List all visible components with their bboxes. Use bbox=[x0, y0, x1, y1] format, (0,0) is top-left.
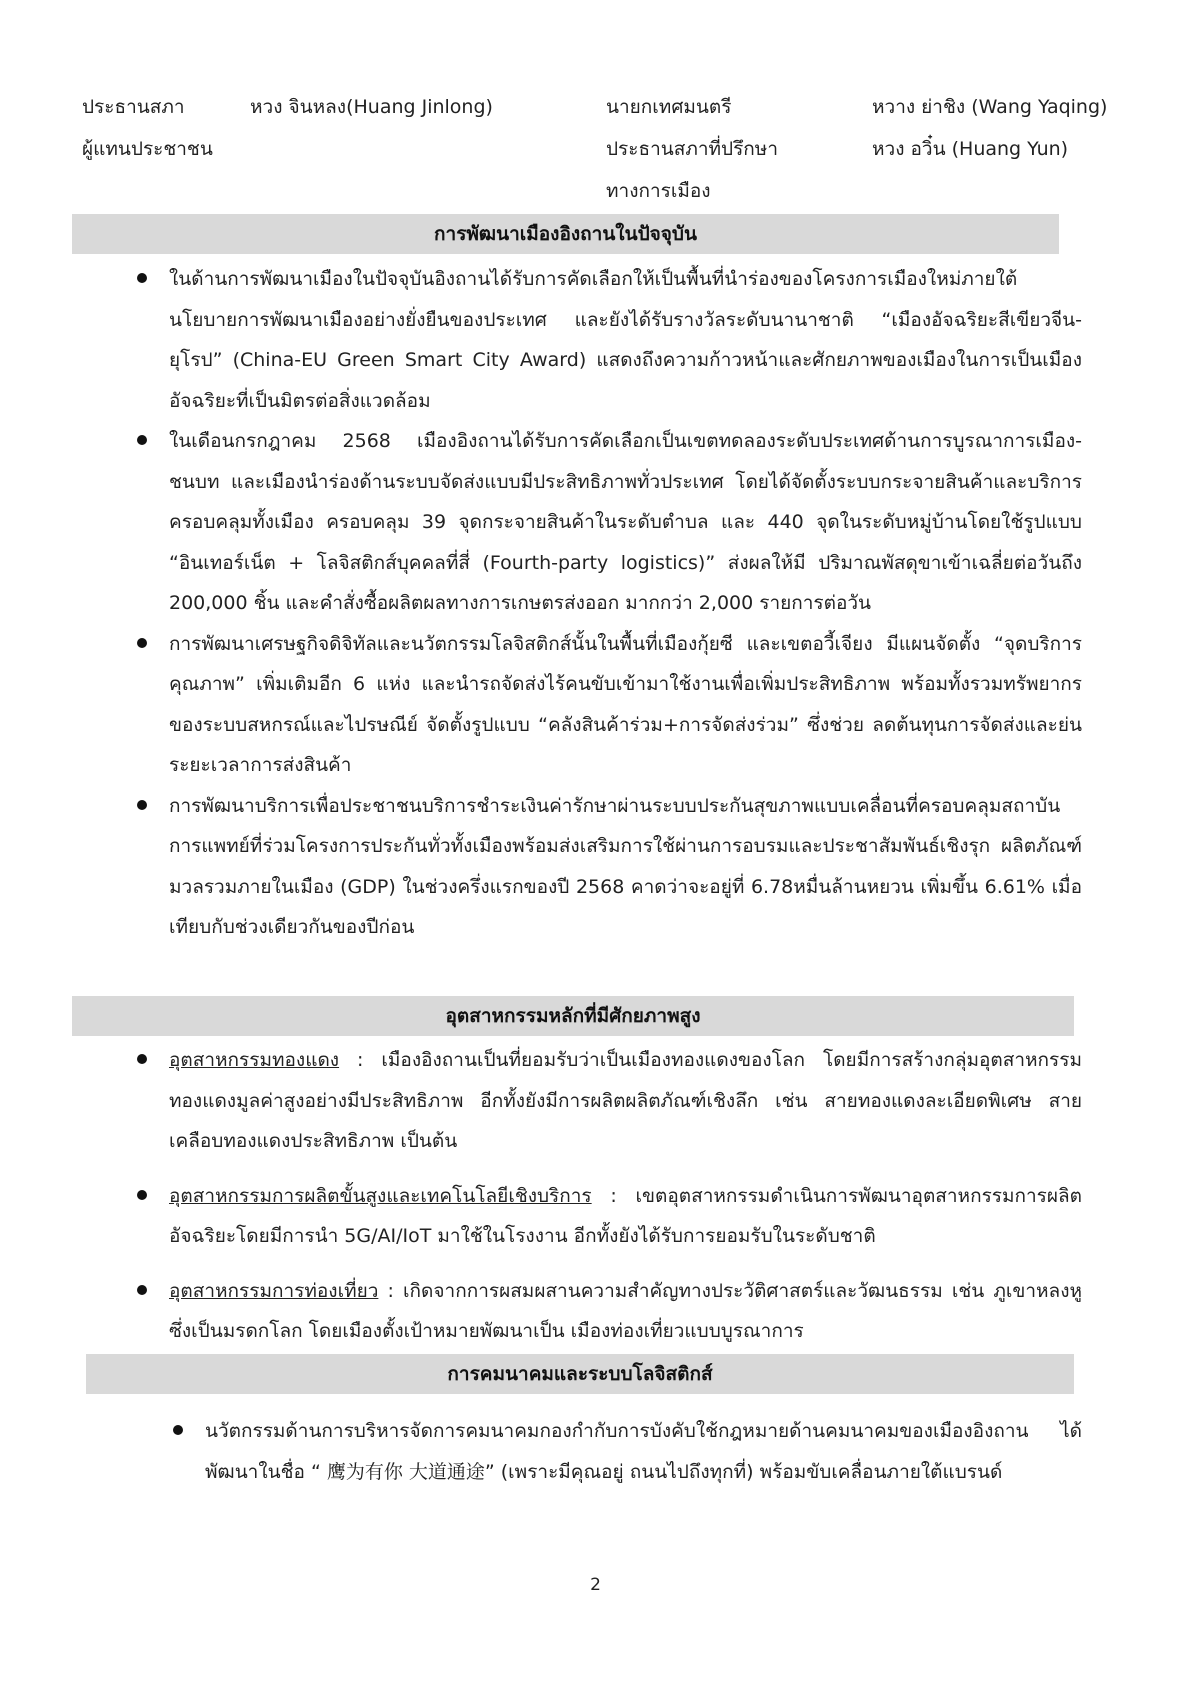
transport-logistics-list bbox=[168, 1411, 1082, 1492]
header-right-label-1: นายกเทศมนตรี bbox=[606, 96, 732, 118]
header-right-label-2: ประธานสภาที่ปรึกษา bbox=[606, 138, 779, 160]
header-left-value: หวง จินหลง(Huang Jinlong) bbox=[250, 96, 493, 118]
list-item-text: การพัฒนาบริการเพื่อประชาชนบริการชำระเงินค่ารักษาผ่านระบบประกันสุขภาพแบบเคลื่อนที่ครอบคลุมสถาบันการแพทย์ที่ร่วมโครงการประกันทั่วทั้งเมืองพร้อมส่งเสริมการใช้ผ่านการอบรมและประชาสัมพันธ์เชิงรุก ผลิตภัณฑ์มวลรวมภายในเมือง (GDP) ในช่วงครึ่งแรกของปี 2568 คาดว่าจะอยู่ที่ 6.78หมื่นล้านหยวน เพิ่มขึ้น 6.61% เมื่อเทียบกับช่วงเดียวกันของปีก่อน bbox=[169, 794, 1082, 938]
list-item-text: ในเดือนกรกฎาคม 2568 เมืองอิงถานได้รับการคัดเลือกเป็นเขตทดลองระดับประเทศด้านการบูรณาการเมือง-ชนบท และเมืองนำร่องด้านระบบจัดส่งแบบมีประสิทธิภาพทั่วประเทศ โดยได้จัดตั้งระบบกระจายสินค้าและบริการครอบคลุมทั้งเมือง ครอบคลุม 39 จุดกระจายสินค้าในระดับตำบล และ 440 จุดในระดับหมู่บ้านโดยใช้รูปแบบ “อินเทอร์เน็ต + โลจิสติกส์บุคคลที่สี่ (Fourth-party logistics)” ส่งผลให้มี ปริมาณพัสดุขาเข้าเฉลี่ยต่อวันถึง 200,000 ชิ้น และคำสั่งซื้อผลิตผลทางการเกษตรส่งออก มากกว่า 2,000 รายการต่อวัน bbox=[169, 430, 1082, 614]
list-item bbox=[132, 421, 1082, 624]
list-item bbox=[168, 1411, 1082, 1492]
list-item-text: : เกิดจากการผสมผสานความสำคัญทางประวัติศาสตร์และวัฒนธรรม เช่น ภูเขาหลงหู ซึ่งเป็นมรดกโลก โดยเมืองตั้งเป้าหมายพัฒนาเป็น เมืองท่องเที่ยวแบบบูรณาการ bbox=[169, 1279, 1082, 1342]
list-item-text: นวัตกรรมด้านการบริหารจัดการคมนาคมกองกำกับการบังคับใช้กฎหมายด้านคมนาคมของเมืองอิงถาน ได้พัฒนาในชื่อ “ 鹰为有你 大道通途” (เพราะมีคุณอยู่ ถนนไปถึงทุกที่) พร้อมขับเคลื่อนภายใต้แบรนด์ bbox=[205, 1420, 1082, 1483]
section-title-transport-logistics: การคมนาคมและระบบโลจิสติกส์ bbox=[86, 1354, 1074, 1394]
list-item-label: อุตสาหกรรมการผลิตขั้นสูงและเทคโนโลยีเชิงบริการ bbox=[169, 1184, 592, 1207]
bullet-icon bbox=[137, 1285, 147, 1295]
header-left-label-2: ผู้แทนประชาชน bbox=[82, 138, 213, 160]
list-item-text: ในด้านการพัฒนาเมืองในปัจจุบันอิงถานได้รับการคัดเลือกให้เป็นพื้นที่นำร่องของโครงการเมืองใหม่ภายใต้นโยบายการพัฒนาเมืองอย่างยั่งยืนของประเทศ และยังได้รับรางวัลระดับนานาชาติ “เมืองอัจฉริยะสีเขียวจีน-ยุโรป” (China-EU Green Smart City Award) แสดงถึงความก้าวหน้าและศักยภาพของเมืองในการเป็นเมืองอัจฉริยะที่เป็นมิตรต่อสิ่งแวดล้อม bbox=[169, 268, 1082, 412]
list-item-text: : เมืองอิงถานเป็นที่ยอมรับว่าเป็นเมืองทองแดงของโลก โดยมีการสร้างกลุ่มอุตสาหกรรมทองแดงมูลค่าสูงอย่างมีประสิทธิภาพ อีกทั้งยังมีการผลิตผลิตภัณฑ์เชิงลึก เช่น สายทองแดงละเอียดพิเศษ สายเคลือบทองแดงประสิทธิภาพ เป็นต้น bbox=[169, 1049, 1082, 1152]
list-item bbox=[132, 786, 1082, 948]
page-number: 2 bbox=[590, 1575, 601, 1595]
header-right-value-1: หวาง ย่าชิง (Wang Yaqing) bbox=[872, 96, 1108, 118]
list-item bbox=[132, 1040, 1082, 1162]
section-title-key-industries: อุตสาหกรรมหลักที่มีศักยภาพสูง bbox=[72, 996, 1074, 1036]
bullet-icon bbox=[173, 1425, 183, 1435]
list-item-label: อุตสาหกรรมการท่องเที่ยว bbox=[169, 1279, 379, 1302]
list-item-text: : เขตอุตสาหกรรมดำเนินการพัฒนาอุตสาหกรรมการผลิตอัจฉริยะโดยมีการนำ 5G/AI/IoT มาใช้ในโรงงาน อีกทั้งยังได้รับการยอมรับในระดับชาติ bbox=[169, 1184, 1082, 1247]
bullet-icon bbox=[137, 1190, 147, 1200]
list-item bbox=[132, 1271, 1082, 1352]
bullet-icon bbox=[137, 273, 147, 283]
bullet-icon bbox=[137, 435, 147, 445]
bullet-icon bbox=[137, 1054, 147, 1064]
header-left-label-1: ประธานสภา bbox=[82, 96, 185, 118]
list-item-label: อุตสาหกรรมทองแดง bbox=[169, 1049, 340, 1071]
list-item bbox=[132, 259, 1082, 421]
current-development-list bbox=[132, 259, 1082, 948]
bullet-icon bbox=[137, 638, 147, 648]
header-right-label-3: ทางการเมือง bbox=[606, 180, 711, 202]
list-item-text: การพัฒนาเศรษฐกิจดิจิทัลและนวัตกรรมโลจิสติกส์นั้นในพื้นที่เมืองกุ้ยซี และเขตอวี้เจียง มีแผนจัดตั้ง “จุดบริการคุณภาพ” เพิ่มเติมอีก 6 แห่ง และนำรถจัดส่งไร้คนขับเข้ามาใช้งานเพื่อเพิ่มประสิทธิภาพ พร้อมทั้งรวมทรัพยากรของระบบสหกรณ์และไปรษณีย์ จัดตั้งรูปแบบ “คลังสินค้าร่วม+การจัดส่งร่วม” ซึ่งช่วย ลดต้นทุนการจัดส่งและย่นระยะเวลาการส่งสินค้า bbox=[169, 632, 1082, 776]
header-right-value-2: หวง อวิ๋น (Huang Yun) bbox=[872, 138, 1069, 160]
list-item bbox=[132, 1176, 1082, 1257]
key-industries-list bbox=[132, 1040, 1082, 1352]
bullet-icon bbox=[137, 800, 147, 810]
list-item bbox=[132, 624, 1082, 786]
section-title-current-development: การพัฒนาเมืองอิงถานในปัจจุบัน bbox=[72, 214, 1059, 254]
